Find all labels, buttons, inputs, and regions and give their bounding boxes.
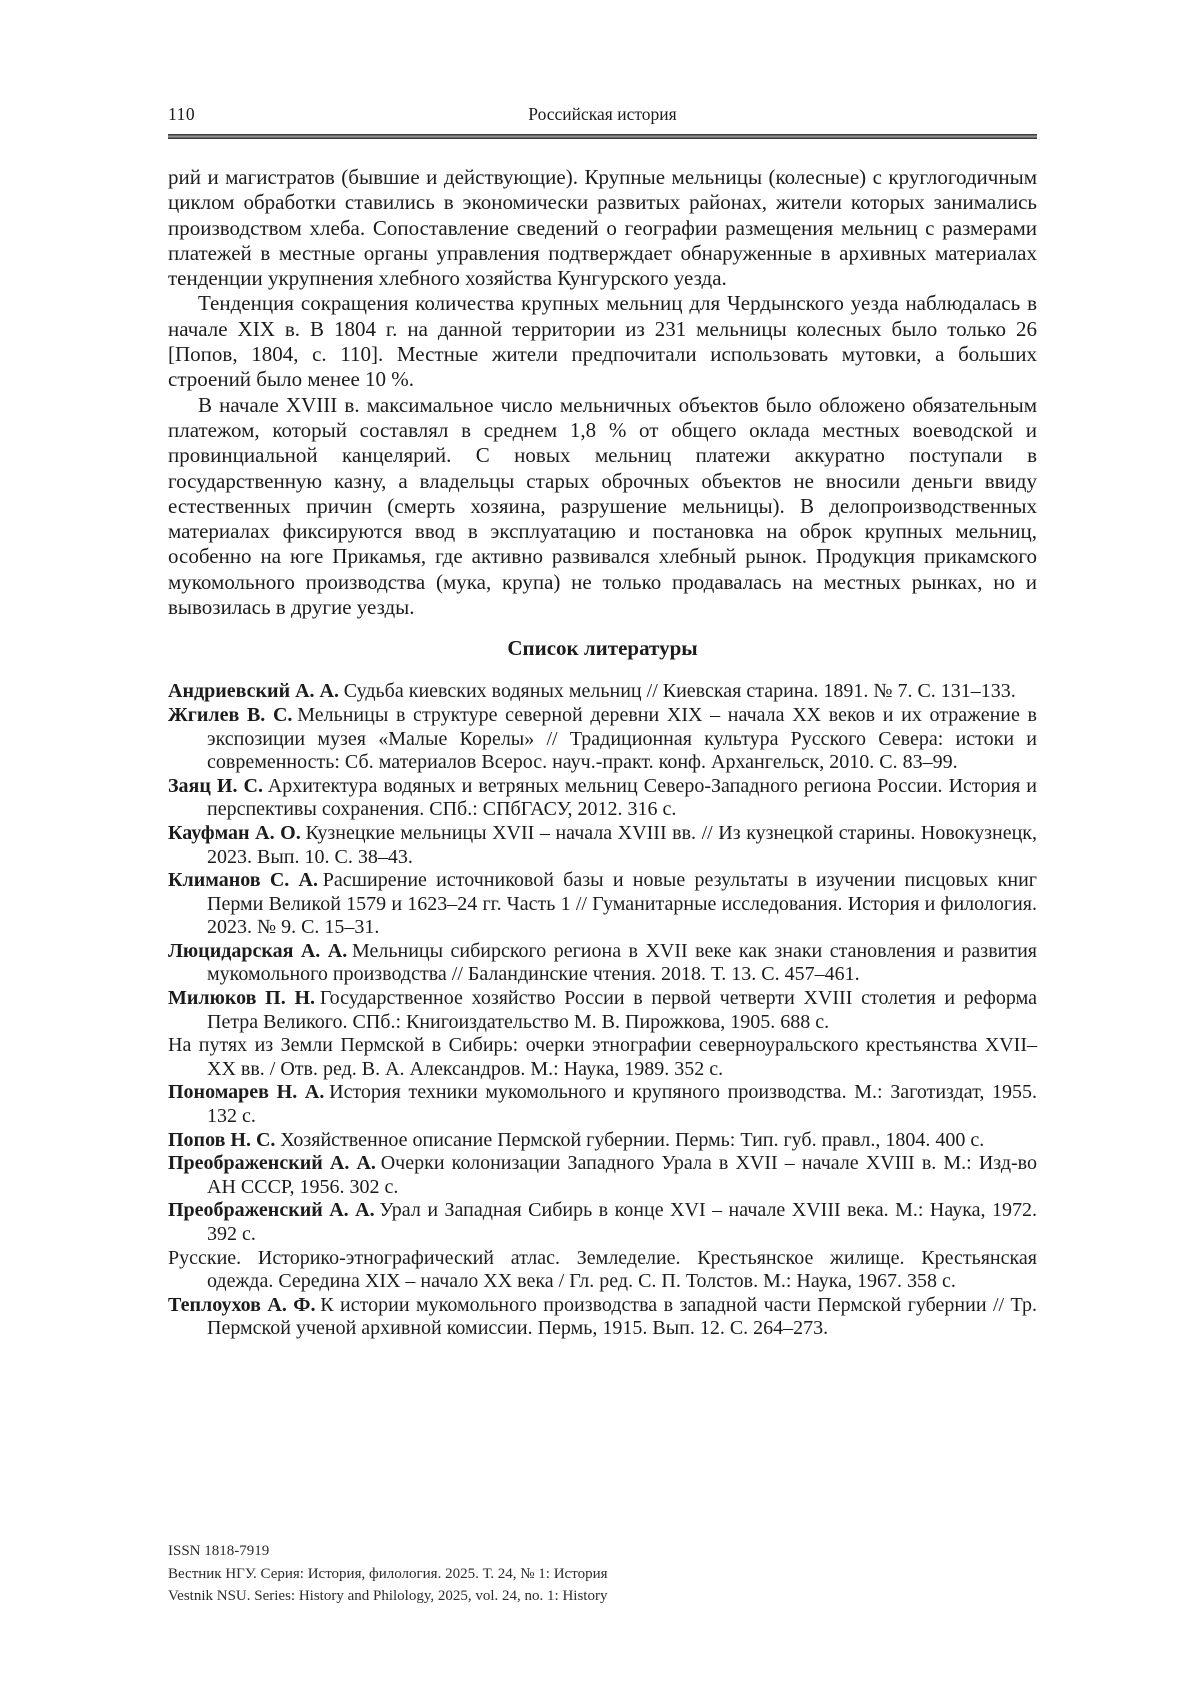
reference-entry (168, 775, 1037, 822)
header-rule (168, 134, 1037, 139)
reference-text: Мельницы сибирского региона в XVII веке как знаки становления и развития мукомольного производства // Баландинские чтения. 2018. Т. 13. С. 457–461. (207, 939, 1037, 986)
reference-text: Русские. Историко-этнографический атлас. Земледелие. Крестьянское жилище. Крестьянская одежда. Середина XIX – начало XX века / Гл. ред. С. П. Толстов. М.: Наука, 1967. 358 с. (168, 1246, 1037, 1293)
reference-entry (168, 1152, 1037, 1199)
reference-author: Милюков П. Н. (168, 987, 316, 1010)
reference-entry (168, 1129, 1037, 1153)
footer-journal-en: Vestnik NSU. Series: History and Philology, 2025, vol. 24, no. 1: History (168, 1588, 608, 1604)
reference-entry (168, 1247, 1037, 1294)
reference-author: Преображенский А. А. (168, 1152, 376, 1175)
reference-text: Расширение источниковой базы и новые результаты в изучении писцовых книг Перми Великой 1579 и 1623–24 гг. Часть 1 // Гуманитарные исследования. История и филология. 2023. № 9. С. 15–31. (207, 869, 1038, 939)
references-heading: Список литературы (507, 636, 698, 661)
running-head-line (168, 103, 1037, 126)
reference-entry (168, 1034, 1037, 1081)
page-footer (168, 1540, 608, 1608)
reference-text: Хозяйственное описание Пермской губернии. Пермь: Тип. губ. правл., 1804. 400 с. (280, 1128, 985, 1151)
reference-author: Заяц И. С. (168, 774, 263, 797)
reference-text: Архитектура водяных и ветряных мельниц Северо-Западного региона России. История и перспективы сохранения. СПб.: СПбГАСУ, 2012. 316 с. (207, 774, 1037, 821)
reference-author: Климанов С. А. (168, 869, 318, 892)
paragraph: В начале XVIII в. максимальное число мельничных объектов было обложено обязательным платежом, который составлял в среднем 1,8 % от общего оклада местных воеводской и провинциальной канцелярий. С новых мельниц платежи аккуратно поступали в государственную казну, а владельцы старых оброчных объектов не вносили деньги ввиду естественных причин (смерть хозяина, разрушение мельницы). В делопроизводственных материалах фиксируются ввод в эксплуатацию и постановка на оброк крупных мельниц, особенно на юге Прикамья, где активно развивался хлебный рынок. Продукция прикамского мукомольного производства (мука, крупа) не только продавалась на местных рынках, но и вывозилась в другие уезды. (168, 392, 1037, 620)
reference-author: Кауфман А. О. (168, 821, 301, 844)
reference-text: Государственное хозяйство России в первой четверти XVIII столетия и реформа Петра Великого. СПб.: Книгоиздательство М. В. Пирожкова, 1905. 688 с. (207, 987, 1037, 1033)
article-body (168, 165, 1037, 1341)
reference-text: История техники мукомольного и крупяного производства. М.: Заготиздат, 1955. 132 с. (207, 1081, 1037, 1128)
reference-author: Жгилев В. С. (168, 703, 293, 726)
reference-text: К истории мукомольного производства в западной части Пермской губернии // Тр. Пермской ученой архивной комиссии. Пермь, 1915. Вып. 12. С. 264–273. (207, 1293, 1037, 1340)
footer-journal-ru: Вестник НГУ. Серия: История, филология. 2025. Т. 24, № 1: История (168, 1565, 608, 1582)
reference-entry (168, 869, 1037, 940)
paragraph: рий и магистратов (бывшие и действующие). Крупные мельницы (колесные) с круглогодичным циклом обработки ставились в экономически развитых районах, жители которых занимались производством хлеба. Сопоставление сведений о географии размещения мельниц с размерами платежей в местные органы управления подтверждает обнаруженные в архивных материалах тенденции укрупнения хлебного хозяйства Кунгурского уезда. (168, 165, 1037, 291)
reference-entry (168, 987, 1037, 1034)
page-number: 110 (168, 104, 196, 124)
reference-text: На путях из Земли Пермской в Сибирь: очерки этнографии северноуральского крестьянства XVII–XX вв. / Отв. ред. В. А. Александров. М.: Наука, 1989. 352 с. (168, 1034, 1037, 1080)
footer-issn: ISSN 1818-7919 (168, 1543, 270, 1559)
reference-author: Пономарев Н. А. (168, 1081, 325, 1104)
reference-text: Кузнецкие мельницы XVII – начала XVIII вв. // Из кузнецкой старины. Новокузнецк, 2023. Вып. 10. С. 38–43. (207, 821, 1037, 868)
reference-entry (168, 940, 1037, 987)
running-head (168, 103, 1037, 139)
reference-text: Очерки колонизации Западного Урала в XVII – начале XVIII в. М.: Изд-во АН СССР, 1956. 302 с. (207, 1152, 1037, 1198)
running-title: Российская история (528, 104, 677, 124)
paragraph: Тенденция сокращения количества крупных мельниц для Чердынского уезда наблюдалась в начале XIX в. В 1804 г. на данной территории из 231 мельницы колесных было только 26 [Попов, 1804, с. 110]. Местные жители предпочитали использовать мутовки, а больших строений было менее 10 %. (168, 291, 1037, 392)
reference-entry (168, 680, 1037, 704)
reference-text: Урал и Западная Сибирь в конце XVI – начале XVIII века. М.: Наука, 1972. 392 с. (207, 1199, 1037, 1245)
reference-author: Теплоухов А. Ф. (168, 1293, 316, 1316)
reference-author: Люцидарская А. А. (168, 939, 348, 962)
reference-entry (168, 1294, 1037, 1341)
reference-author: Преображенский А. А. (168, 1199, 375, 1222)
reference-author: Попов Н. С. (168, 1128, 276, 1151)
reference-text: Судьба киевских водяных мельниц // Киевская старина. 1891. № 7. С. 131–133. (343, 680, 1016, 703)
reference-entry (168, 704, 1037, 775)
reference-entry (168, 822, 1037, 869)
reference-entry (168, 1199, 1037, 1246)
references-list (168, 680, 1037, 1341)
reference-entry (168, 1081, 1037, 1128)
reference-text: Мельницы в структуре северной деревни XIX – начала XX веков и их отражение в экспозиции музея «Малые Корелы» // Традиционная культура Русского Севера: истоки и современность: Сб. материалов Всерос. науч.-практ. конф. Архангельск, 2010. С. 83–99. (207, 703, 1037, 774)
reference-author: Андриевский А. А. (168, 680, 339, 703)
